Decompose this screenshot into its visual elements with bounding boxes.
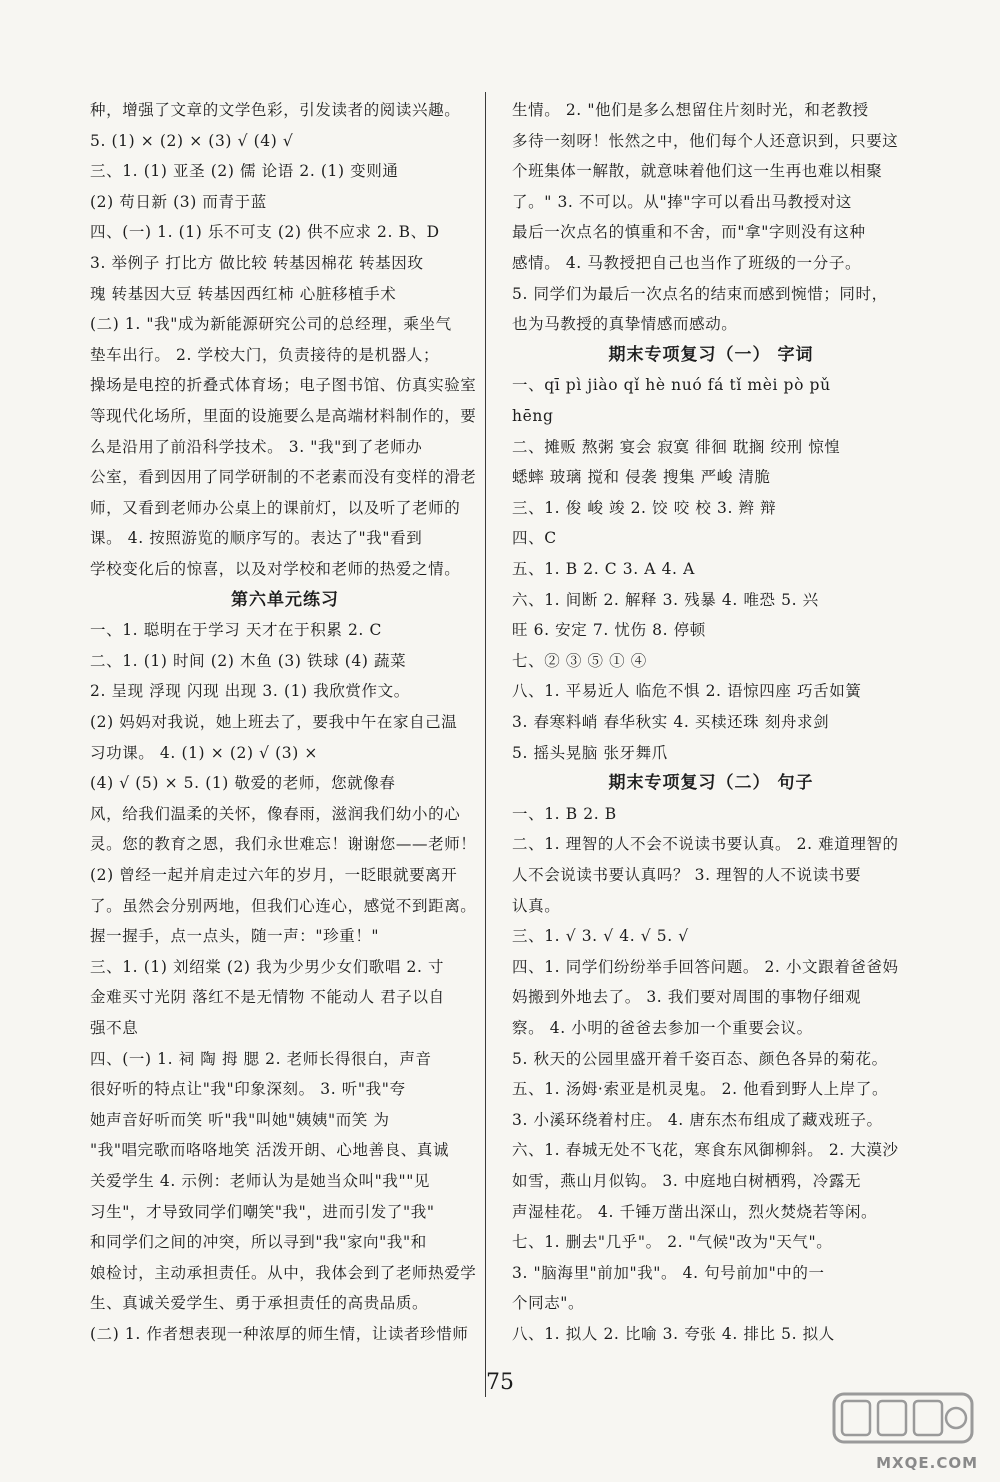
answer-line: 娘检讨，主动承担责任。从中，我体会到了老师热爱学	[90, 1263, 477, 1282]
answer-line: 声湿桂花。 4. 千锤万凿出深山，烈火焚烧若等闲。	[512, 1202, 878, 1221]
column-divider	[485, 92, 486, 1397]
answer-line: 妈搬到外地去了。 3. 我们要对周围的事物仔细观	[512, 988, 862, 1007]
answer-line: 习生"，才导致同学们嘲笑"我"，进而引发了"我"	[90, 1202, 435, 1221]
answer-line: 五、1. 汤姆·索亚是机灵鬼。 2. 他看到野人上岸了。	[512, 1080, 889, 1099]
answer-line: 3. "脑海里"前加"我"。 4. 句号前加"中的一	[512, 1263, 825, 1282]
answer-line: 握一握手，点一点头，随一声："珍重！"	[90, 927, 380, 946]
answer-line: 3. 小溪环绕着村庄。 4. 唐东杰布组成了藏戏班子。	[512, 1110, 883, 1129]
answer-line: 种，增强了文章的文学色彩，引发读者的阅读兴趣。	[90, 101, 461, 119]
watermark-stamp-icon	[828, 1388, 978, 1448]
answer-line: 师，又看到老师办公桌上的课前灯，以及听了老师的	[90, 498, 461, 517]
answer-line: 瑰 转基因大豆 转基因西红柿 心脏移植手术	[90, 284, 397, 303]
answer-line: 2. 呈现 浮现 闪现 出现 3. (1) 我欣赏作文。	[90, 682, 410, 701]
answer-line: 个班集体一解散，就意味着他们这一生再也难以相聚	[512, 162, 883, 181]
answer-line: 四、1. 同学们纷纷举手回答问题。 2. 小文跟着爸爸妈	[512, 957, 899, 976]
section-heading: 期末专项复习（一） 字词	[608, 344, 814, 365]
answer-line: 么是沿用了前沿科学技术。 3. "我"到了老师办	[90, 437, 423, 456]
answer-line: hēng	[512, 407, 554, 425]
answer-line: 八、1. 平易近人 临危不惧 2. 语惊四座 巧舌如簧	[512, 682, 862, 701]
answer-line: 和同学们之间的冲突，所以寻到"我"家向"我"和	[90, 1233, 427, 1252]
answer-line: 人不会说读书要认真吗？ 3. 理智的人不说读书要	[512, 866, 862, 884]
answer-line: (二) 1. "我"成为新能源研究公司的总经理，乘坐气	[90, 315, 452, 334]
answer-line: 认真。	[512, 896, 561, 915]
answer-line: 如雪，燕山月似钩。 3. 中庭地白树栖鸦，冷露无	[512, 1172, 862, 1190]
answer-line: 课。 4. 按照游览的顺序写的。表达了"我"看到	[90, 529, 423, 548]
answer-line: 六、1. 间断 2. 解释 3. 残暴 4. 唯恐 5. 兴	[512, 590, 819, 609]
answer-line: 二、摊贩 熬粥 宴会 寂寞 徘徊 耽搁 绞刑 惊惶	[512, 437, 841, 456]
answer-line: 金难买寸光阴 落红不是无情物 不能动人 君子以自	[90, 988, 445, 1007]
answer-line: 垫车出行。 2. 学校大门，负责接待的是机器人；	[90, 345, 440, 364]
answer-line: 五、1. B 2. C 3. A 4. A	[512, 560, 695, 578]
answer-line: 公室，看到因用了同学研制的不老素而没有变样的滑老	[90, 468, 477, 487]
answer-line: 操场是电控的折叠式体育场；电子图书馆、仿真实验室	[90, 376, 477, 395]
answer-line: 四、(一) 1. (1) 乐不可支 (2) 供不应求 2. B、D	[90, 223, 440, 242]
answer-line: 三、1. (1) 亚圣 (2) 儒 论语 2. (1) 变则通	[90, 162, 399, 181]
answer-line: 5. 秋天的公园里盛开着千姿百态、颜色各异的菊花。	[512, 1049, 888, 1068]
answer-line: 一、1. B 2. B	[512, 804, 617, 823]
answer-line: 察。 4. 小明的爸爸去参加一个重要会议。	[512, 1019, 813, 1037]
answer-line: 七、② ③ ⑤ ① ④	[512, 651, 647, 670]
answer-line: (4) √ (5) × 5. (1) 敬爱的老师，您就像春	[90, 774, 396, 793]
answer-line: 三、1. √ 3. √ 4. √ 5. √	[512, 927, 689, 946]
answer-line: 关爱学生 4. 示例：老师认为是她当众叫"我""见	[90, 1172, 431, 1190]
answer-line: 3. 春寒料峭 春华秋实 4. 买椟还珠 刻舟求剑	[512, 713, 830, 731]
answer-line: 七、1. 删去"几乎"。 2. "气候"改为"天气"。	[512, 1233, 833, 1252]
answer-line: 也为马教授的真挚情感而感动。	[512, 315, 738, 334]
answer-line: 一、1. 聪明在于学习 天才在于积累 2. C	[90, 621, 382, 640]
section-heading: 期末专项复习（二） 句子	[608, 773, 814, 794]
answer-line: (2) 苟日新 (3) 而青于蓝	[90, 192, 267, 211]
answer-line: 旺 6. 安定 7. 忧伤 8. 停顿	[512, 621, 706, 640]
answer-line: 强不息	[90, 1019, 139, 1037]
answer-line: 生、真诚关爱学生、勇于承担责任的高贵品质。	[90, 1294, 429, 1313]
answer-line: (2) 曾经一起并肩走过六年的岁月，一眨眼就要离开	[90, 866, 458, 884]
answer-line: 一、qī pì jiào qǐ hè nuó fá tǐ mèi pò pǔ	[512, 376, 831, 395]
answer-line: 二、1. 理智的人不会不说读书要认真。 2. 难道理智的	[512, 835, 899, 854]
answer-line: 多待一刻呀！怅然之中，他们每个人还意识到，只要这	[512, 131, 899, 150]
answer-line: 最后一次点名的慎重和不舍，而"拿"字则没有这种	[512, 223, 866, 242]
answer-line: 四、C	[512, 529, 557, 548]
answer-line: 六、1. 春城无处不飞花，寒食东风御柳斜。 2. 大漠沙	[512, 1141, 899, 1160]
answer-line: 风，给我们温柔的关怀，像春雨，滋润我们幼小的心	[90, 804, 461, 823]
answer-line: 三、1. 俊 峻 竣 2. 饺 咬 校 3. 辫 辩	[512, 498, 777, 517]
answer-line: 5. 同学们为最后一次点名的结束而感到惋惜；同时，	[512, 284, 888, 303]
answer-line: 5. 摇头晃脑 张牙舞爪	[512, 743, 668, 762]
answer-line: 八、1. 拟人 2. 比喻 3. 夸张 4. 排比 5. 拟人	[512, 1325, 835, 1343]
page-number: 75	[486, 1370, 514, 1395]
answer-line: 习功课。 4. (1) × (2) √ (3) ×	[90, 743, 318, 762]
answer-line: 学校变化后的惊喜，以及对学校和老师的热爱之情。	[90, 560, 461, 578]
watermark-logo	[828, 1388, 978, 1474]
section-heading: 第六单元练习	[231, 589, 339, 610]
answer-line: 了。" 3. 不可以。从"捧"字可以看出马教授对这	[512, 192, 853, 211]
answer-line: 她声音好听而笑 听"我"叫她"姨姨"而笑 为	[90, 1110, 390, 1129]
answer-line: 二、1. (1) 时间 (2) 木鱼 (3) 铁球 (4) 蔬菜	[90, 651, 407, 670]
answer-line: 很好听的特点让"我"印象深刻。 3. 听"我"夸	[90, 1080, 406, 1099]
answer-line: 感情。 4. 马教授把自己也当作了班级的一分子。	[512, 254, 862, 272]
answer-line: (二) 1. 作者想表现一种浓厚的师生情，让读者珍惜师	[90, 1325, 469, 1343]
answer-line: 了。虽然会分别两地，但我们心连心，感觉不到距离。	[90, 896, 477, 915]
answer-line: 个同志"。	[512, 1294, 585, 1313]
answer-line: 三、1. (1) 刘绍棠 (2) 我为少男少女们歌唱 2. 寸	[90, 957, 445, 976]
watermark-text: MXQE.COM	[876, 1454, 978, 1472]
answer-line: 生情。 2. "他们是多么想留住片刻时光，和老教授	[512, 101, 869, 119]
answer-line: 蟋蟀 玻璃 搅和 侵袭 搜集 严峻 清脆	[512, 468, 771, 487]
answer-line: (2) 妈妈对我说，她上班去了，要我中午在家自己温	[90, 713, 458, 731]
answer-line: 等现代化场所，里面的设施要么是高端材料制作的，要	[90, 407, 477, 425]
answer-line: 四、(一) 1. 祠 陶 拇 腮 2. 老师长得很白，声音	[90, 1049, 432, 1068]
answer-line: "我"唱完歌而咯咯地笑 活泼开朗、心地善良、真诚	[90, 1141, 450, 1160]
answer-line: 3. 举例子 打比方 做比较 转基因棉花 转基因玫	[90, 254, 424, 272]
answer-line: 灵。您的教育之恩，我们永世难忘！谢谢您——老师！	[90, 835, 477, 854]
answer-line: 5. (1) × (2) × (3) √ (4) √	[90, 131, 294, 150]
